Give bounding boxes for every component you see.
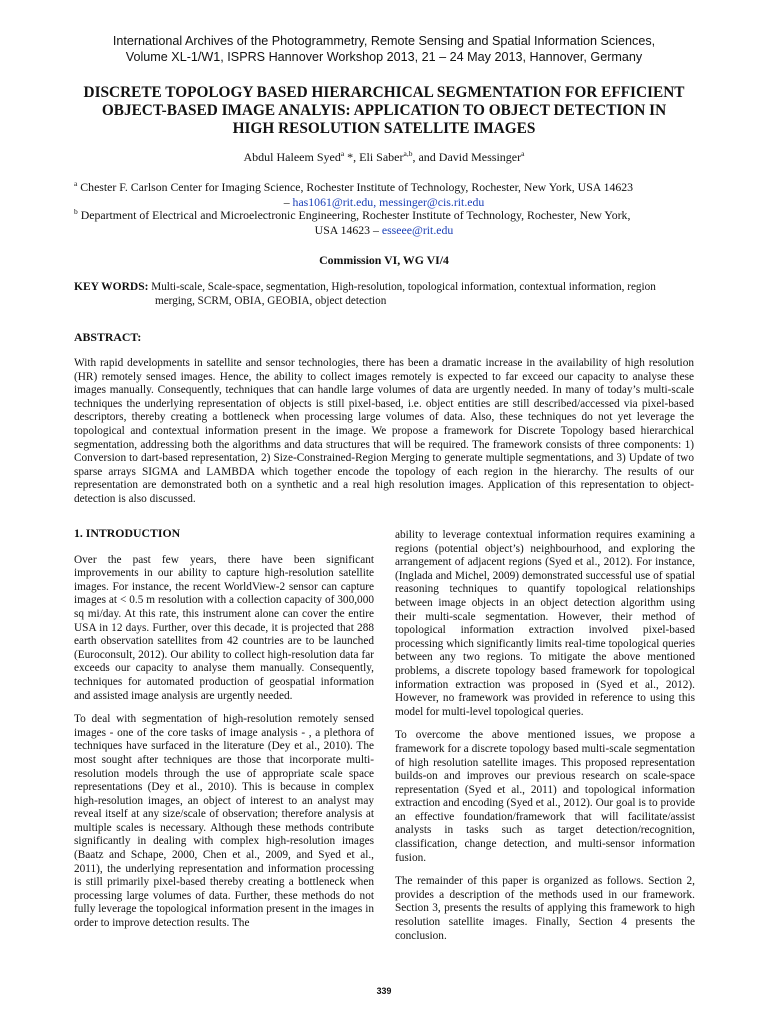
author-affiliation-mark: a,b [403,149,413,158]
affiliation-text-cont: USA 14623 – [314,222,382,237]
author-affiliation-mark: a [521,149,525,158]
affiliation-email-line [74,195,694,210]
author-affiliation-mark: a [340,149,345,158]
abstract-heading: ABSTRACT: [74,330,142,344]
keywords-label: KEY WORDS: [74,281,149,293]
keywords-text-cont: merging, SCRM, OBIA, GEOBIA, object detection [155,295,387,307]
author-list [60,150,708,165]
keywords [74,280,694,308]
author-name: Abdul Haleem Syed [243,150,341,164]
paragraph: To deal with segmentation of high-resolution remotely sensed images - one of the core tasks of image analysis - , a plethora of techniques have surfaced in the literature (Dey et al., 2010). The most sought after techniques are those that incorporate multi-resolution models through the use of appropriate scale space representations (Dey et al., 2010). This is because in complex high-resolution images, an object of interest to an analyst may reveal itself at any size/scale of observation; therefore analysis at multiple scales is necessary. Although these methods contribute significantly in dealing with complex high-resolution images (Baatz and Schape, 2000, Chen et al., 2009, and Syed et al., 2011), the underlying representation and information processing is still primarily pixel-based thereby creating a bottleneck when processing large volumes of data. Further, these methods do not fully leverage the topological information present in the images in order to improve detection results. The [74,713,374,930]
paragraph: Over the past few years, there have been significant improvements in our ability to capture high-resolution satellite images. For instance, the recent WorldView-2 sensor can capture images at < 0.5 m resolution with a collection capacity of 300,000 sq mi/day. At this rate, this instrument alone can cover the entire USA in 12 days. Further, over this decade, it is projected that 288 earth observation satellites from 42 countries are to be launched (Euroconsult, 2012). Our ability to collect high-resolution data far exceeds our capacity to analyse them manually. Consequently, techniques for automated production of geospatial information and assisted image analysis are urgently needed. [74,553,374,702]
affiliation-b [74,208,694,237]
paper-title-line3: HIGH RESOLUTION SATELLITE IMAGES [232,120,536,137]
affiliation-text: Department of Electrical and Microelectronic Engineering, Rochester Institute of Technology, Rochester, New York, [80,208,631,222]
affiliation-label: a [74,179,78,189]
email-dash: – [283,194,293,209]
keywords-text: Multi-scale, Scale-space, segmentation, High-resolution, topological information, contextual information, region [151,281,656,293]
paper-title-line1: DISCRETE TOPOLOGY BASED HIERARCHICAL SEGMENTATION FOR EFFICIENT [83,84,685,101]
right-column [395,529,695,953]
affiliation-email-line [74,223,694,238]
paper-title [60,84,708,138]
affiliation-label: b [74,207,78,217]
paragraph: To overcome the above mentioned issues, we propose a framework for a discrete topology based multi-scale segmentation of high resolution satellite images. This proposed representation builds-on and improves our previous research on scale-space representation (Syed et al., 2011) and topological information extraction and encoding (Syed et al., 2012). Our goal is to provide an effective foundation/framework that will facilitate/assist analysts in tasks such as target detection/recognition, classification, change detection, and multi-sensor information fusion. [395,729,695,864]
abstract-body: With rapid developments in satellite and sensor technologies, there has been a dramatic increase in the availability of high resolution (HR) remotely sensed images. Hence, the ability to collect images remotely is expected to far exceed our capacity to analyse these images manually. Consequently, techniques that can handle large volumes of data are urgently needed. In many of today’s multi-scale techniques the underlying representation of objects is still pixel-based, i.e. object entities are still described/accessed via pixel-based descriptors, thereby creating a bottleneck when processing large volumes of data. Also, these techniques do not yet leverage the topological and contextual information present in the image. We propose a framework for Discrete Topology based hierarchical segmentation, addressing both the algorithms and data structures that will be required. The framework consists of three components: 1) Conversion to dart-based representation, 2) Size-Constrained-Region Merging to generate multiple segmentations, and 3) Update of two sparse arrays SIGMA and LAMBDA which together encode the topology of each region in the hierarchy. The results of our representation are demonstrated both on a synthetic and a real high resolution images. Application of this representation to object-detection is also discussed. [74,357,694,505]
email-link[interactable]: esseee@rit.edu [381,222,454,237]
paper-title-line2: OBJECT-BASED IMAGE ANALYIS: APPLICATION TO OBJECT DETECTION IN [101,102,667,119]
affiliation-text: Chester F. Carlson Center for Imaging Science, Rochester Institute of Technology, Rochester, New York, USA 14623 [80,180,634,194]
author-name: , Eli Saber [353,150,404,164]
journal-header-line1: International Archives of the Photogrammetry, Remote Sensing and Spatial Information Sciences, [112,34,656,48]
section-heading: 1. INTRODUCTION [74,526,181,540]
paragraph: ability to leverage contextual information requires examining a regions (potential object’s) neighbourhood, and exploring the arrangement of adjacent regions (Syed et al., 2012). For instance, (Inglada and Michel, 2009) demonstrated successful use of spatial reasoning techniques to quantify topological relationships between image objects in an object detection algorithm using their multi-scale segmentation. However, their method of topological information extraction involved pixel-based processing which significantly limits real-time topological queries between any two regions. To mitigate the above mentioned problems, a discrete topology based framework for topological information extraction was proposed in (Syed et al., 2012). However, no framework was provided in reference to using this model for multi-level topological queries. [395,529,695,718]
journal-header [60,33,708,65]
left-column [74,527,374,941]
affiliation-a [74,180,694,209]
email-link[interactable]: has1061@rit.edu, messinger@cis.rit.edu [292,194,485,209]
journal-header-line2: Volume XL-1/W1, ISPRS Hannover Workshop 2013, 21 – 24 May 2013, Hannover, Germany [125,50,643,64]
corresponding-author-mark: * [344,150,354,164]
commission-label: Commission VI, WG VI/4 [319,253,449,267]
author-name: , and David Messinger [412,150,522,164]
page-number: 339 [376,986,392,996]
paragraph: The remainder of this paper is organized as follows. Section 2, provides a description of the methods used in our framework. Section 3, presents the results of applying this framework to high resolution satellite images. Finally, Section 4 presents the conclusion. [395,875,695,942]
